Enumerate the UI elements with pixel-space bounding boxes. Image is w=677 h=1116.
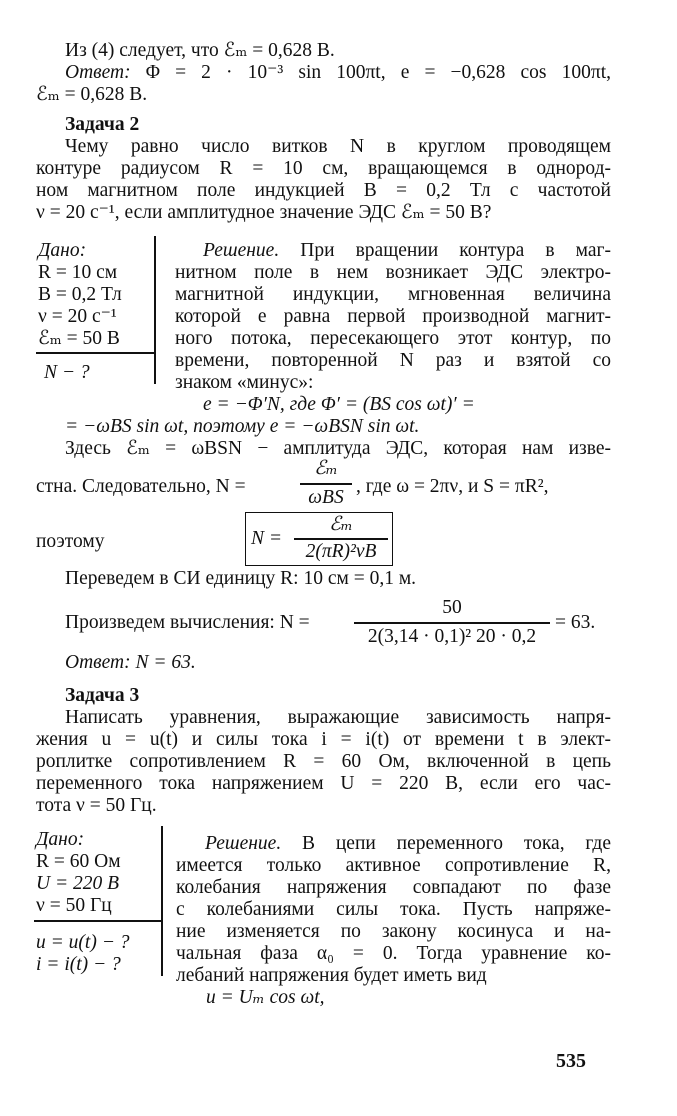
solution-line: нитном поле в нем возникает ЭДС электро-: [175, 262, 611, 283]
si-line: Переведем в СИ единицу R: 10 см = 0,1 м.: [65, 568, 417, 589]
task3-line: Написать уравнения, выражающие зависимость напря-: [65, 707, 611, 728]
given-item: ν = 50 Гц: [36, 895, 112, 916]
task3-line: жения u = u(t) и силы тока i = i(t) от времени t в элект-: [36, 729, 611, 750]
equation-emf-cont: = −ωBS sin ωt, поэтому e = −ωBSN sin ωt.: [65, 416, 420, 437]
hence-prefix: стна. Следовательно, N =: [36, 476, 246, 497]
given-vertical-rule: [154, 236, 156, 384]
solution-line: чальная фаза α₀ = 0. Тогда уравнение ко-: [176, 943, 611, 964]
find-item: i = i(t) − ?: [36, 954, 121, 975]
task2-line: контуре радиусом R = 10 см, вращающемся в однород-: [36, 158, 611, 179]
solution-line: колебания напряжения совпадают по фазе: [176, 877, 611, 898]
task2-heading: Задача 2: [65, 114, 140, 135]
task2-line: Чему равно число витков N в круглом проводящем: [65, 136, 611, 157]
calc-prefix: Произведем вычисления: N =: [65, 612, 310, 633]
answer-1-cont: ℰₘ = 0,628 В.: [36, 84, 148, 105]
solution-line: ного потока, пересекающего этот контур, по: [175, 328, 611, 349]
answer-2: [65, 652, 196, 674]
boxed-fraction-bar: [294, 538, 388, 540]
hence-numerator: ℰₘ: [314, 458, 338, 479]
calc-fraction-bar: [354, 622, 550, 624]
task2-line: ν = 20 с⁻¹, если амплитудное значение ЭДС ℰₘ = 50 В?: [36, 202, 492, 223]
task2-line: ном магнитном поле индукцией B = 0,2 Тл с частотой: [36, 180, 611, 201]
calc-suffix: = 63.: [555, 612, 596, 633]
solution-text: В цепи переменного тока, где: [302, 833, 611, 854]
hence-suffix: , где ω = 2πν, и S = πR²,: [356, 476, 549, 497]
solution-line: которой e равна первой производной магнит-: [175, 306, 611, 327]
solution-line: времени, повторенной N раз и взятой со: [175, 350, 611, 371]
solution-line: ние изменяется по закону косинуса и на-: [176, 921, 611, 942]
given-label: Дано:: [36, 829, 85, 850]
answer-label: Ответ:: [65, 652, 131, 673]
solution-line: лебаний напряжения будет иметь вид: [176, 965, 487, 986]
given-divider: [34, 920, 162, 922]
given-item: U = 220 В: [36, 873, 120, 894]
given-item: ν = 20 с⁻¹: [38, 306, 117, 327]
here-line: Здесь ℰₘ = ωBSN − амплитуда ЭДС, которая нам изве-: [65, 438, 611, 459]
answer-1: [65, 62, 611, 84]
given-item: ℰₘ = 50 В: [38, 328, 120, 349]
task3-line: тота ν = 50 Гц.: [36, 795, 157, 816]
equation-emf: e = −Φ′N, где Φ′ = (BS cos ωt)′ =: [203, 394, 475, 415]
answer-text: N = 63.: [135, 652, 196, 673]
task3-line: роплитке сопротивлением R = 60 Ом, включенной в цепь: [36, 751, 611, 772]
calc-numerator: 50: [442, 597, 462, 618]
given-item: R = 10 см: [38, 262, 118, 283]
solution-text: При вращении контура в маг-: [300, 240, 611, 261]
solution-label: Решение.: [205, 833, 282, 854]
solution-line: магнитной индукции, мгновенная величина: [175, 284, 611, 305]
given-vertical-rule: [161, 826, 163, 976]
given-label: Дано:: [38, 240, 87, 261]
equation-voltage: u = Uₘ cos ωt,: [206, 987, 325, 1008]
find-item: N − ?: [44, 362, 90, 383]
find-item: u = u(t) − ?: [36, 932, 130, 953]
answer-text: Φ = 2 · 10⁻³ sin 100πt, e = −0,628 cos 100πt,: [145, 62, 612, 83]
given-item: R = 60 Ом: [36, 851, 121, 872]
solution-first-line: [203, 240, 611, 262]
given-divider: [36, 352, 154, 354]
calc-denominator: 2(3,14 · 0,1)² 20 · 0,2: [367, 626, 537, 647]
hence-denominator: ωBS: [308, 487, 344, 508]
solution-first-line: [205, 833, 611, 855]
given-item: B = 0,2 Тл: [38, 284, 122, 305]
boxed-lhs: N =: [251, 528, 283, 549]
line-from-4: Из (4) следует, что ℰₘ = 0,628 В.: [65, 40, 335, 61]
task3-heading: Задача 3: [65, 685, 140, 706]
boxed-denominator: 2(πR)²νB: [305, 541, 377, 562]
solution-line: знаком «минус»:: [175, 372, 314, 393]
page-number: 535: [556, 1050, 586, 1072]
hence-fraction-bar: [300, 483, 352, 485]
answer-label: Ответ:: [65, 62, 131, 83]
solution-label: Решение.: [203, 240, 280, 261]
solution-line: имеется только активное сопротивление R,: [176, 855, 611, 876]
boxed-numerator: ℰₘ: [329, 514, 353, 535]
task3-line: переменного тока напряжением U = 220 В, если его час-: [36, 773, 611, 794]
therefore-word: поэтому: [36, 531, 105, 552]
solution-line: с колебаниями силы тока. Пусть напряже-: [176, 899, 611, 920]
